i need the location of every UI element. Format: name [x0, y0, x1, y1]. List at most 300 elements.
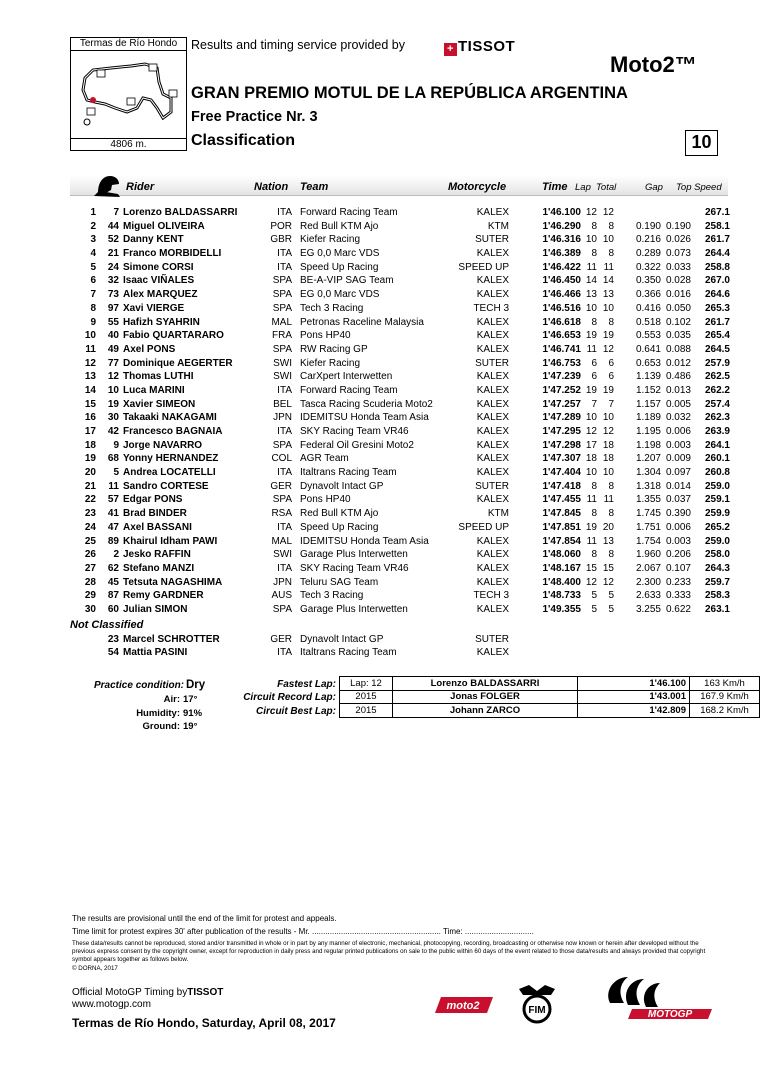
table-row [70, 576, 730, 590]
nation-cell: SPA [272, 302, 292, 314]
time-cell: 1'46.100 [542, 207, 581, 218]
fastest-lap-label: Fastest Lap: [277, 679, 336, 690]
table-row [70, 357, 730, 371]
rider-cell: Luca MARINI [123, 384, 185, 396]
motorcycle-cell: KTM [487, 220, 509, 232]
total-laps-cell: 8 [608, 316, 614, 328]
lap-cell: 6 [591, 371, 597, 383]
gap-prev-cell: 0.026 [665, 234, 691, 246]
top-speed-cell: 263.1 [704, 603, 730, 615]
number-cell: 62 [107, 562, 119, 574]
motorcycle-cell: SUTER [475, 633, 509, 645]
total-laps-cell: 12 [602, 426, 614, 437]
time-cell: 1'48.733 [542, 590, 581, 602]
gap-first-cell: 0.653 [635, 357, 661, 369]
total-laps-cell: 8 [608, 480, 614, 492]
rider-cell: Mattia PASINI [123, 647, 188, 659]
lap-speed-cell: 167.9 Km/h [690, 690, 760, 704]
time-cell: 1'46.450 [542, 275, 581, 287]
lap-cell: 8 [591, 316, 597, 328]
nation-cell: FRA [272, 330, 292, 342]
gap-prev-cell: 0.073 [665, 248, 691, 260]
gap-prev-cell: 0.097 [665, 467, 691, 479]
table-row [70, 603, 730, 617]
pos-cell: 19 [84, 453, 96, 465]
gap-prev-cell: 0.012 [665, 357, 691, 369]
lap-cell: 8 [591, 549, 597, 561]
pos-cell: 11 [85, 343, 96, 355]
motorcycle-cell: KALEX [476, 207, 509, 218]
motorcycle-cell: KALEX [476, 576, 509, 588]
motorcycle-cell: KALEX [476, 371, 509, 383]
time-cell: 1'48.400 [542, 576, 581, 588]
rider-cell: Stefano MANZI [123, 562, 195, 574]
rider-cell: Xavi VIERGE [123, 302, 185, 314]
gap-first-cell: 3.255 [635, 603, 661, 615]
gap-prev-cell: 0.033 [665, 261, 691, 273]
pos-cell: 27 [84, 562, 96, 574]
pos-cell: 20 [84, 467, 96, 479]
gap-first-cell: 0.190 [635, 220, 661, 232]
rider-cell: Thomas LUTHI [123, 371, 194, 383]
total-laps-cell: 6 [608, 371, 614, 383]
motorcycle-cell: SUTER [475, 357, 509, 369]
nation-cell: SPA [272, 494, 292, 506]
motorcycle-cell: KALEX [476, 275, 509, 287]
gap-prev-cell: 0.102 [665, 316, 691, 328]
team-cell: Red Bull KTM Ajo [300, 508, 379, 520]
gap-first-cell: 1.318 [635, 480, 661, 492]
motorcycle-cell: SUTER [475, 234, 509, 246]
pos-cell: 23 [84, 508, 96, 520]
col-gap: Gap [645, 182, 663, 193]
gap-first-cell: 0.350 [635, 275, 661, 287]
number-cell: 44 [107, 220, 119, 232]
rider-cell: Edgar PONS [123, 494, 183, 506]
rider-cell: Andrea LOCATELLI [123, 467, 216, 479]
number-cell: 45 [107, 576, 119, 588]
lap-cell: 11 [586, 494, 597, 506]
gap-first-cell: 0.289 [635, 248, 661, 260]
number-cell: 54 [107, 647, 119, 659]
gap-prev-cell: 0.028 [665, 275, 691, 287]
top-speed-cell: 259.0 [704, 480, 730, 492]
team-cell: RW Racing GP [300, 343, 368, 355]
gap-first-cell: 2.300 [635, 576, 661, 588]
nation-cell: MAL [271, 535, 292, 547]
gap-first-cell: 1.152 [635, 384, 661, 396]
lap-cell: 2015 [340, 704, 393, 718]
official-timing-text: Official MotoGP Timing by [72, 987, 188, 998]
number-cell: 41 [107, 508, 119, 520]
gap-prev-cell: 0.233 [665, 576, 691, 588]
top-speed-cell: 259.1 [704, 494, 730, 506]
tissot-logo: + TISSOT [444, 38, 515, 56]
top-speed-cell: 258.1 [704, 220, 730, 232]
rider-cell: Danny KENT [123, 234, 184, 246]
pos-cell: 8 [90, 302, 96, 314]
gap-prev-cell: 0.622 [665, 603, 691, 615]
total-laps-cell: 12 [602, 343, 614, 355]
team-cell: Garage Plus Interwetten [300, 549, 408, 561]
time-cell: 1'47.295 [542, 426, 581, 437]
team-cell: Red Bull KTM Ajo [300, 220, 379, 232]
table-row [70, 302, 730, 316]
pos-cell: 21 [84, 480, 96, 492]
nation-cell: SPA [272, 343, 292, 355]
lap-rider-cell: Jonas FOLGER [393, 690, 578, 704]
team-cell: Speed Up Racing [300, 261, 379, 273]
rider-cell: Fabio QUARTARARO [123, 330, 224, 342]
top-speed-cell: 259.0 [704, 535, 730, 547]
top-speed-cell: 260.1 [704, 453, 730, 465]
gap-first-cell: 1.745 [635, 508, 661, 520]
number-cell: 97 [107, 302, 119, 314]
ground-label: Ground: [142, 721, 180, 732]
table-row [70, 288, 730, 302]
number-cell: 30 [107, 412, 119, 424]
number-cell: 24 [107, 261, 119, 273]
time-cell: 1'47.298 [542, 439, 581, 451]
number-cell: 73 [107, 289, 119, 301]
number-cell: 23 [107, 633, 119, 645]
lap-cell: 8 [591, 220, 597, 232]
motogp-logo [600, 973, 716, 1021]
motorcycle-cell: KALEX [476, 535, 509, 547]
nation-cell: GBR [270, 234, 292, 246]
time-cell: 1'47.418 [542, 480, 581, 492]
number-cell: 57 [107, 494, 119, 506]
gap-prev-cell: 0.032 [665, 412, 691, 424]
motorcycle-cell: KALEX [476, 289, 509, 301]
time-cell: 1'47.289 [542, 412, 581, 424]
motorcycle-cell: KALEX [476, 603, 509, 615]
total-laps-cell: 5 [608, 590, 614, 602]
top-speed-cell: 264.6 [704, 289, 730, 301]
team-cell: Kiefer Racing [300, 234, 361, 246]
pos-cell: 1 [90, 207, 96, 218]
top-speed-cell: 258.8 [704, 261, 730, 273]
official-timing [72, 987, 223, 998]
motorcycle-cell: KALEX [476, 426, 509, 437]
col-rider: Rider [126, 181, 155, 193]
humidity-label: Humidity: [136, 708, 180, 719]
lap-cell: 11 [586, 343, 597, 355]
total-laps-cell: 12 [602, 576, 614, 588]
number-cell: 7 [113, 207, 119, 218]
top-speed-cell: 262.2 [704, 384, 730, 396]
protest-limit-note: Time limit for protest expires 30' after publication of the results - Mr. .......................................................... Time: ............................... [72, 927, 534, 936]
total-laps-cell: 7 [608, 398, 614, 410]
table-row [70, 535, 730, 549]
lap-cell: 8 [591, 248, 597, 260]
motorcycle-cell: TECH 3 [473, 302, 509, 314]
pos-cell: 6 [90, 275, 96, 287]
pos-cell: 29 [84, 590, 96, 602]
motorcycle-cell: SPEED UP [458, 521, 509, 533]
team-cell: Garage Plus Interwetten [300, 603, 408, 615]
top-speed-cell: 267.1 [704, 207, 730, 218]
gap-first-cell: 1.304 [635, 467, 661, 479]
nation-cell: ITA [277, 426, 292, 437]
total-laps-cell: 10 [602, 234, 614, 246]
lap-time-cell: 1'43.001 [578, 690, 690, 704]
gap-prev-cell: 0.390 [665, 508, 691, 520]
table-header [70, 176, 728, 196]
nation-cell: SPA [272, 289, 292, 301]
pos-cell: 24 [84, 521, 96, 533]
number-cell: 87 [107, 590, 119, 602]
website-link[interactable]: www.motogp.com [72, 999, 151, 1010]
col-motorcycle: Motorcycle [448, 181, 507, 193]
motorcycle-cell: KALEX [476, 549, 509, 561]
top-speed-cell: 262.3 [704, 412, 730, 424]
nation-cell: SPA [272, 439, 292, 451]
team-cell: Teluru SAG Team [300, 576, 379, 588]
gap-prev-cell: 0.006 [665, 521, 691, 533]
table-row [70, 329, 730, 343]
motorcycle-cell: KALEX [476, 384, 509, 396]
gap-prev-cell: 0.190 [665, 220, 691, 232]
team-cell: Tasca Racing Scuderia Moto2 [300, 398, 433, 410]
lap-cell: 17 [585, 439, 597, 451]
team-cell: Forward Racing Team [300, 384, 398, 396]
lap-cell: 5 [591, 590, 597, 602]
pos-cell: 17 [84, 426, 96, 437]
motorcycle-cell: SPEED UP [458, 261, 509, 273]
time-cell: 1'46.741 [542, 343, 581, 355]
motorcycle-cell: KALEX [476, 248, 509, 260]
table-row [70, 398, 730, 412]
total-laps-cell: 10 [602, 467, 614, 479]
table-row [70, 439, 730, 453]
number-cell: 55 [107, 316, 119, 328]
time-cell: 1'47.851 [542, 521, 581, 533]
rider-helmet-icon [92, 170, 122, 198]
motorcycle-cell: KALEX [476, 647, 509, 659]
gap-first-cell: 1.355 [635, 494, 661, 506]
col-lap: Lap [575, 182, 591, 193]
total-laps-cell: 20 [602, 521, 614, 533]
team-cell: Dynavolt Intact GP [300, 633, 384, 645]
team-cell: SKY Racing Team VR46 [300, 562, 409, 574]
time-cell: 1'46.290 [542, 220, 581, 232]
table-row [70, 562, 730, 576]
provisional-note: The results are provisional until the end of the limit for protest and appeals. [72, 914, 337, 923]
nation-cell: ITA [277, 248, 292, 260]
number-cell: 77 [107, 357, 119, 369]
copyright-note: These data/results cannot be reproduced, stored and/or transmitted in whole or in part by any manner of electronic, mechanical, photocopying, recording, broadcasting or otherwise now known or herein after developed without the previous express consent by the copyright owner, except for reproduction in daily press and regular printed publications on sale to the public within 60 days of the event related to those data/results and always provided that copyright symbol appears together as follows below. [72, 940, 706, 963]
gap-first-cell: 0.216 [635, 234, 661, 246]
rider-cell: Takaaki NAKAGAMI [123, 412, 217, 424]
lap-cell: 12 [585, 207, 597, 218]
top-speed-cell: 258.3 [704, 590, 730, 602]
nation-cell: POR [270, 220, 292, 232]
gap-first-cell: 1.157 [635, 398, 661, 410]
table-row [70, 425, 730, 439]
gap-prev-cell: 0.005 [665, 398, 691, 410]
time-cell: 1'47.257 [542, 398, 581, 410]
total-laps-cell: 13 [602, 289, 614, 301]
circuit-record-lap-label: Circuit Record Lap: [243, 692, 336, 703]
nation-cell: ITA [277, 521, 292, 533]
team-cell: Pons HP40 [300, 494, 351, 506]
pos-cell: 10 [84, 330, 96, 342]
top-speed-cell: 265.4 [704, 330, 730, 342]
pos-cell: 12 [84, 357, 96, 369]
pos-cell: 9 [90, 316, 96, 328]
total-laps-cell: 15 [602, 562, 614, 574]
circuit-best-lap-label: Circuit Best Lap: [255, 706, 336, 717]
top-speed-cell: 261.7 [704, 316, 730, 328]
gap-first-cell: 2.633 [635, 590, 661, 602]
gap-first-cell: 1.751 [635, 521, 661, 533]
total-laps-cell: 19 [602, 330, 614, 342]
place-date: Termas de Río Hondo, Saturday, April 08, 2017 [72, 1016, 336, 1030]
category-title: Moto2™ [610, 52, 697, 77]
gap-prev-cell: 0.107 [665, 562, 691, 574]
lap-cell: 7 [591, 398, 597, 410]
gap-first-cell: 1.754 [635, 535, 661, 547]
number-cell: 2 [113, 549, 119, 561]
total-laps-cell: 18 [602, 439, 614, 451]
gap-prev-cell: 0.014 [665, 480, 691, 492]
number-cell: 42 [107, 426, 119, 437]
team-cell: IDEMITSU Honda Team Asia [300, 535, 429, 547]
lap-cell: Lap: 12 [340, 677, 393, 691]
nation-cell: BEL [273, 398, 292, 410]
motorcycle-cell: SUTER [475, 480, 509, 492]
circuit-record-lap-row [340, 690, 760, 704]
motorcycle-cell: KALEX [476, 494, 509, 506]
rider-cell: Axel PONS [123, 343, 176, 355]
number-cell: 40 [107, 330, 119, 342]
lap-time-cell: 1'42.809 [578, 704, 690, 718]
gap-prev-cell: 0.088 [665, 343, 691, 355]
nation-cell: SWI [273, 371, 292, 383]
number-cell: 10 [107, 384, 119, 396]
dorna-copyright: © DORNA, 2017 [72, 965, 118, 972]
team-cell: BE-A-VIP SAG Team [300, 275, 394, 287]
table-row [70, 261, 730, 275]
team-cell: Italtrans Racing Team [300, 647, 397, 659]
table-row [70, 480, 730, 494]
air-value: 17° [183, 694, 198, 705]
gap-first-cell: 1.207 [635, 453, 661, 465]
nation-cell: ITA [277, 384, 292, 396]
table-row [70, 548, 730, 562]
top-speed-cell: 262.5 [704, 371, 730, 383]
table-row [70, 411, 730, 425]
time-cell: 1'47.252 [542, 384, 581, 396]
team-cell: CarXpert Interwetten [300, 371, 393, 383]
motorcycle-cell: KALEX [476, 453, 509, 465]
time-cell: 1'46.618 [542, 316, 581, 328]
gap-prev-cell: 0.333 [665, 590, 691, 602]
team-cell: SKY Racing Team VR46 [300, 426, 409, 437]
motorcycle-cell: KTM [487, 508, 509, 520]
results-table [70, 206, 730, 660]
gap-prev-cell: 0.006 [665, 426, 691, 437]
rider-cell: Khairul Idham PAWI [123, 535, 218, 547]
total-laps-cell: 13 [602, 535, 614, 547]
lap-cell: 10 [585, 234, 597, 246]
moto2-logo [433, 993, 495, 1017]
rider-cell: Hafizh SYAHRIN [123, 316, 200, 328]
team-cell: Pons HP40 [300, 330, 351, 342]
pos-cell: 22 [84, 494, 96, 506]
lap-cell: 19 [585, 521, 597, 533]
practice-condition-label: Practice condition: [94, 680, 185, 691]
motorcycle-cell: KALEX [476, 398, 509, 410]
gap-first-cell: 1.198 [635, 439, 661, 451]
number-cell: 60 [107, 603, 119, 615]
rider-cell: Simone CORSI [123, 261, 194, 273]
pos-cell: 26 [84, 549, 96, 561]
rider-cell: Miguel OLIVEIRA [123, 220, 205, 232]
lap-cell: 12 [585, 576, 597, 588]
pos-cell: 25 [84, 535, 96, 547]
lap-time-cell: 1'46.100 [578, 677, 690, 691]
timing-service-text: Results and timing service provided by [191, 38, 405, 52]
gap-first-cell: 1.189 [635, 412, 661, 424]
nation-cell: GER [270, 480, 292, 492]
circuit-length: 4806 m. [70, 138, 187, 151]
time-cell: 1'46.653 [542, 330, 581, 342]
rider-cell: Franco MORBIDELLI [123, 248, 222, 260]
table-row [70, 521, 730, 535]
gap-prev-cell: 0.486 [665, 371, 691, 383]
lap-cell: 18 [585, 453, 597, 465]
pos-cell: 14 [84, 384, 96, 396]
time-cell: 1'47.845 [542, 508, 581, 520]
motorcycle-cell: KALEX [476, 439, 509, 451]
circuit-name: Termas de Río Hondo [70, 37, 187, 51]
session-title: Free Practice Nr. 3 [191, 109, 318, 125]
nation-cell: ITA [277, 647, 292, 659]
total-laps-cell: 11 [603, 494, 614, 506]
motorcycle-cell: KALEX [476, 412, 509, 424]
total-laps-cell: 10 [602, 302, 614, 314]
rider-cell: Yonny HERNANDEZ [123, 453, 219, 465]
col-nation: Nation [254, 181, 289, 193]
col-time: Time [542, 181, 568, 193]
lap-cell: 10 [585, 467, 597, 479]
table-row [70, 247, 730, 261]
number-cell: 52 [107, 234, 119, 246]
table-row [70, 233, 730, 247]
team-cell: Italtrans Racing Team [300, 467, 397, 479]
total-laps-cell: 11 [603, 261, 614, 273]
top-speed-cell: 264.4 [704, 248, 730, 260]
time-cell: 1'46.753 [542, 357, 581, 369]
top-speed-cell: 263.9 [704, 426, 730, 437]
table-row [70, 274, 730, 288]
total-laps-cell: 18 [602, 453, 614, 465]
total-laps-cell: 6 [608, 357, 614, 369]
gap-prev-cell: 0.037 [665, 494, 691, 506]
nation-cell: ITA [277, 261, 292, 273]
gap-prev-cell: 0.206 [665, 549, 691, 561]
gap-first-cell: 0.322 [635, 261, 661, 273]
top-speed-cell: 260.8 [704, 467, 730, 479]
lap-cell: 10 [585, 302, 597, 314]
top-speed-cell: 264.3 [704, 562, 730, 574]
total-laps-cell: 10 [602, 412, 614, 424]
gap-prev-cell: 0.035 [665, 330, 691, 342]
table-row [70, 343, 730, 357]
gap-first-cell: 0.553 [635, 330, 661, 342]
